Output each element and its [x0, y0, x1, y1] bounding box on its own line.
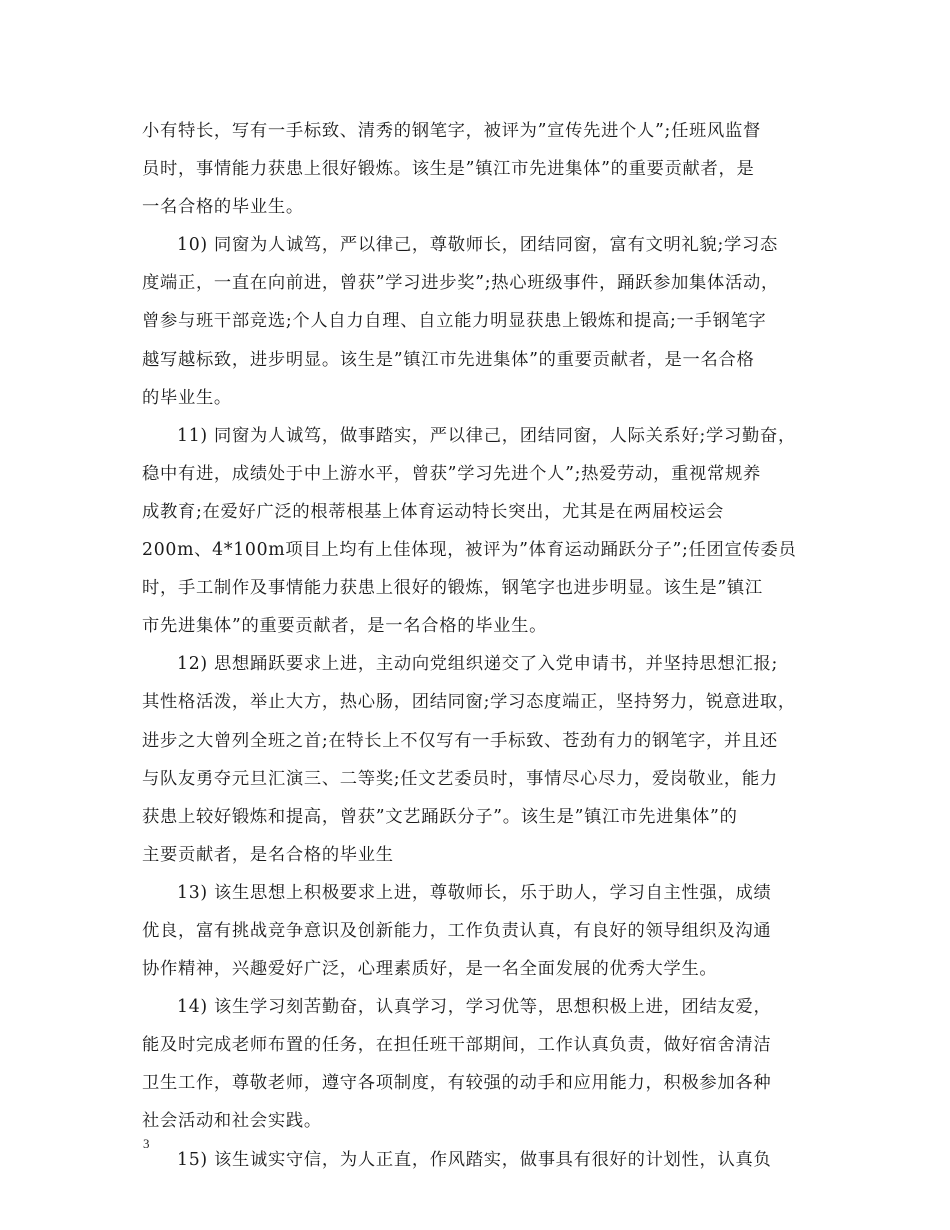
text-line: 其性格活泼，举止大方，热心肠，团结同窗;学习态度端正，坚持努力，锐意进取， [142, 692, 796, 713]
text-line: 与队友勇夺元旦汇演三、二等奖;任文艺委员时，事情尽心尽力，爱岗敬业，能力 [142, 768, 778, 789]
document-body [142, 112, 822, 1179]
text-line: 员时，事情能力获患上很好锻炼。该生是”镇江市先进集体”的重要贡献者，是 [142, 159, 755, 180]
text-line: 成教育;在爱好广泛的根蒂根基上体育运动特长突出，尤其是在两届校运会 [142, 501, 724, 522]
text-line: 稳中有进，成绩处于中上游水平，曾获”学习先进个人”;热爱劳动，重视常规养 [142, 463, 761, 484]
paragraph-start-line: 13) 该生思想上积极要求上进，尊敬师长，乐于助人，学习自主性强，成绩 [177, 882, 772, 903]
text-line: 小有特长，写有一手标致、清秀的钢笔字，被评为”宣传先进个人”;任班风监督 [142, 121, 761, 141]
paragraph-start-line: 11) 同窗为人诚笃，做事踏实，严以律己，团结同窗，人际关系好;学习勤奋， [177, 425, 796, 446]
text-line: 度端正，一直在向前进，曾获”学习进步奖”;热心班级事件，踊跃参加集体活动， [142, 273, 779, 294]
page-number: 3 [143, 1136, 150, 1151]
paragraph-start-line: 14) 该生学习刻苦勤奋，认真学习，学习优等，思想积极上进，团结友爱， [177, 997, 772, 1018]
text-line: 卫生工作，尊敬老师，遵守各项制度，有较强的动手和应用能力，积极参加各种 [142, 1073, 772, 1094]
text-line: 优良，富有挑战竞争意识及创新能力，工作负责认真，有良好的领导组织及沟通 [142, 920, 772, 941]
text-line: 200m、4*100m项目上均有上佳体现，被评为”体育运动踊跃分子”;任团宣传委员 [142, 540, 797, 561]
text-line: 进步之大曾列全班之首;在特长上不仅写有一手标致、苍劲有力的钢笔字，并且还 [142, 730, 778, 751]
text-line: 曾参与班干部竞选;个人自力自理、自立能力明显获患上锻炼和提高;一手钢笔字 [142, 311, 767, 332]
text-line: 市先进集体”的重要贡献者，是一名合格的毕业生。 [142, 616, 548, 637]
text-line: 社会活动和社会实践。 [142, 1111, 322, 1132]
paragraph-start-line: 15) 该生诚实守信，为人正直，作风踏实，做事具有很好的计划性，认真负 [177, 1149, 772, 1170]
text-line: 能及时完成老师布置的任务，在担任班干部期间，工作认真负责，做好宿舍清洁 [142, 1035, 772, 1056]
text-line: 获患上较好锻炼和提高，曾获”文艺踊跃分子”。该生是”镇江市先进集体”的 [142, 806, 738, 827]
text-line: 一名合格的毕业生。 [142, 197, 304, 218]
text-line: 的毕业生。 [142, 387, 232, 408]
paragraph-start-line: 10) 同窗为人诚笃，严以律己，尊敬师长，团结同窗，富有文明礼貌;学习态 [177, 235, 778, 256]
text-line: 时，手工制作及事情能力获患上很好的锻炼，钢笔字也进步明显。该生是”镇江 [142, 578, 763, 599]
text-line: 越写越标致，进步明显。该生是”镇江市先进集体”的重要贡献者，是一名合格 [142, 349, 755, 370]
text-line: 协作精神，兴趣爱好广泛，心理素质好，是一名全面发展的优秀大学生。 [142, 959, 718, 980]
text-line: 主要贡献者，是名合格的毕业生 [142, 844, 394, 865]
paragraph-start-line: 12) 思想踊跃要求上进，主动向党组织递交了入党申请书，并坚持思想汇报; [177, 654, 778, 675]
